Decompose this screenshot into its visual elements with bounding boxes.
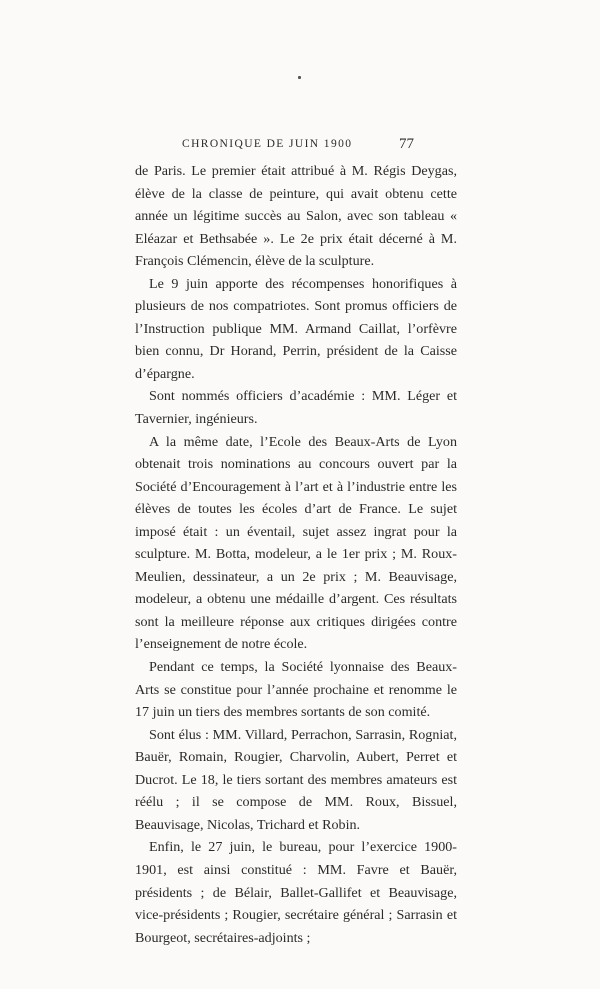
running-title: CHRONIQUE DE JUIN 1900 xyxy=(182,138,353,150)
paragraph: Enfin, le 27 juin, le bureau, pour l’exercice 1900-1901, est ainsi constitué : MM. Favre et Bauër, présidents ; de Bélair, Ballet-Gallifet et Beauvisage, vice-présidents ; Rougier, secrétaire général ; Sarrasin et Bourgeot, secrétaires-adjoints ; xyxy=(135,839,457,946)
paragraph: Pendant ce temps, la Société lyonnaise des Beaux-Arts se constitue pour l’année prochaine et renomme le 17 juin un tiers des membres sortants de son comité. xyxy=(135,659,457,721)
page-header xyxy=(0,138,600,158)
printer-mark xyxy=(298,76,301,79)
paragraph: A la même date, l’Ecole des Beaux-Arts de Lyon obtenait trois nominations au concours ouvert par la Société d’Encouragement à l’art et à l’industrie entre les élèves de toutes les écoles d’art de France. Le sujet imposé était : un éventail, sujet assez ingrat pour la sculpture. M. Botta, modeleur, a le 1er prix ; M. Roux-Meulien, dessinateur, a un 2e prix ; M. Beauvisage, modeleur, a obtenu une médaille d’argent. Ces résultats sont la meilleure réponse aux critiques dirigées contre l’enseignement de notre école. xyxy=(135,433,457,653)
body-text xyxy=(135,160,457,949)
paragraph: de Paris. Le premier était attribué à M. Régis Deygas, élève de la classe de peinture, qui avait obtenu cette année un légitime succès au Salon, avec son tableau « Eléazar et Bethsabée ». Le 2e prix était décerné à M. François Clémencin, élève de la sculpture. xyxy=(135,163,457,270)
paragraph: Sont élus : MM. Villard, Perrachon, Sarrasin, Rogniat, Bauër, Romain, Rougier, Charvolin, Aubert, Perret et Ducrot. Le 18, le tiers sortant des membres amateurs est réélu ; il se compose de MM. Roux, Bissuel, Beauvisage, Nicolas, Trichard et Robin. xyxy=(135,726,457,833)
page-number: 77 xyxy=(399,136,414,152)
paragraph: Le 9 juin apporte des récompenses honorifiques à plusieurs de nos compatriotes. Sont promus officiers de l’Instruction publique MM. Armand Caillat, l’orfèvre bien connu, Dr Horand, Perrin, président de la Caisse d’épargne. xyxy=(135,275,457,382)
paragraph: Sont nommés officiers d’académie : MM. Léger et Tavernier, ingénieurs. xyxy=(135,388,457,428)
